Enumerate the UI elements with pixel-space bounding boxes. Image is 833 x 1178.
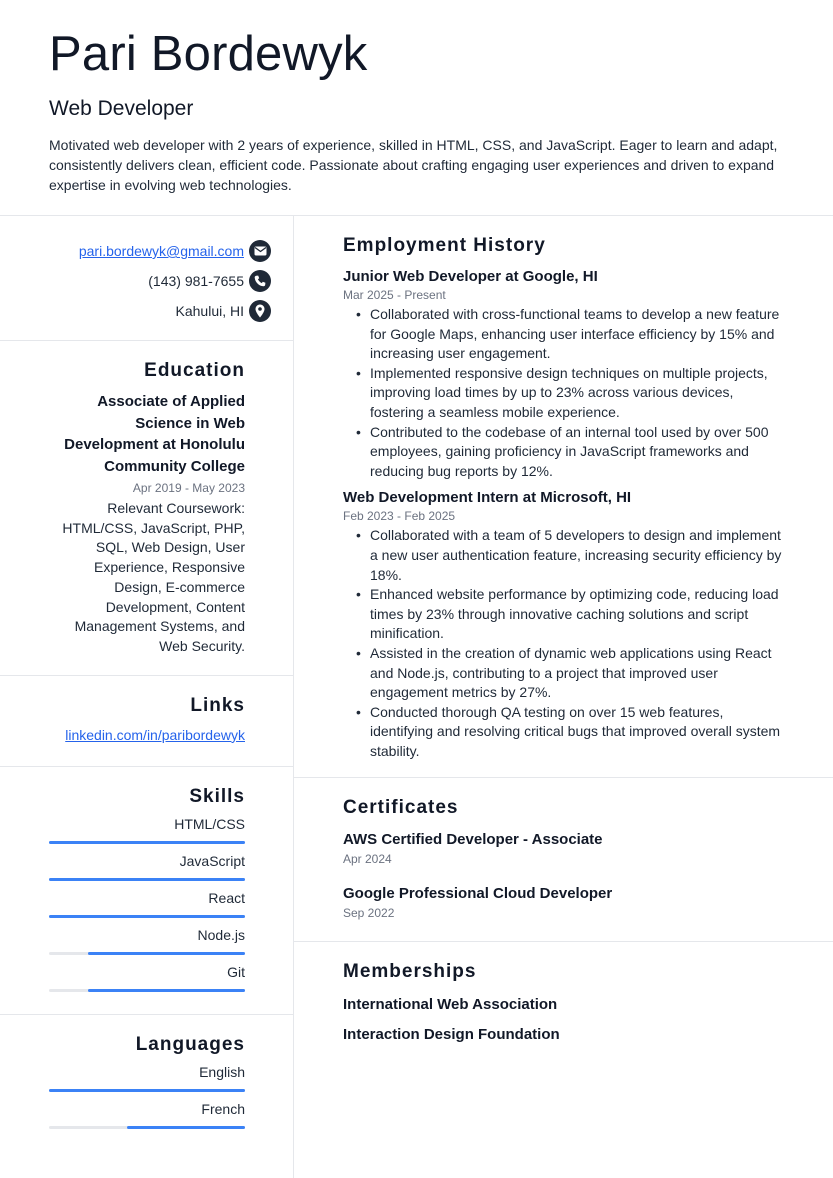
certificates-heading: Certificates xyxy=(343,797,459,819)
education-section xyxy=(0,341,293,676)
job-bullets xyxy=(343,305,785,481)
languages-section xyxy=(0,1015,293,1129)
language-name: English xyxy=(199,1063,245,1080)
skill-item xyxy=(48,815,245,844)
linkedin-link[interactable]: linkedin.com/in/paribordewyk xyxy=(65,726,245,743)
membership-item: International Web Association xyxy=(343,996,558,1014)
contact-email-row xyxy=(48,236,271,266)
memberships-section xyxy=(294,942,833,1060)
certificate-date: Apr 2024 xyxy=(343,852,392,867)
job-bullet: • Conducted thorough QA testing on over 15 web features, identifying and resolving critical bugs that improved overall system stability. xyxy=(343,703,785,762)
job-entry-dates: Feb 2023 - Feb 2025 xyxy=(343,509,456,524)
job-entry xyxy=(343,267,785,481)
language-level-bar xyxy=(49,1126,245,1129)
skill-item xyxy=(48,852,245,881)
profile-summary: Motivated web developer with 2 years of experience, skilled in HTML, CSS, and JavaScript. Eager to learn and adapt, consistently delivers clean, efficient code. Passionate about crafting engaging user experiences and driven to expand expertise in evolving web technologies. xyxy=(49,137,778,193)
certificate-name: Google Professional Cloud Developer xyxy=(343,885,613,903)
main-content xyxy=(294,216,833,1060)
membership-item: Interaction Design Foundation xyxy=(343,1026,560,1044)
skill-item xyxy=(48,926,245,955)
education-heading: Education xyxy=(144,360,245,381)
skill-level-bar xyxy=(49,989,245,992)
language-name: French xyxy=(201,1100,245,1117)
contact-phone-row xyxy=(48,266,271,296)
job-bullet: • Collaborated with cross-functional teams to develop a new feature for Google Maps, enhancing user interface efficiency by 15% and increasing user engagement. xyxy=(343,305,785,364)
resume-header xyxy=(49,24,789,195)
language-level-fill xyxy=(49,1089,245,1092)
language-item xyxy=(48,1063,245,1092)
contact-section xyxy=(0,216,293,341)
skills-heading: Skills xyxy=(189,785,245,807)
education-description: Relevant Coursework: HTML/CSS, JavaScript, PHP, SQL, Web Design, User Experience, Responsive Design, E-commerce Development, Content Management Systems, and Web Security. xyxy=(62,500,245,654)
links-section xyxy=(0,676,293,767)
job-bullet: • Implemented responsive design techniques on multiple projects, improving load times by up to 23% across various devices, fostering a seamless mobile experience. xyxy=(343,364,785,423)
job-entry xyxy=(343,488,785,761)
job-bullet: • Contributed to the codebase of an internal tool used by over 500 employees, gaining proficiency in JavaScript frameworks and reducing bug reports by 12%. xyxy=(343,423,785,482)
employment-section xyxy=(294,216,833,778)
sidebar xyxy=(0,216,293,1129)
skill-item xyxy=(48,889,245,918)
certificate-date: Sep 2022 xyxy=(343,906,395,921)
phone-number: (143) 981-7655 xyxy=(148,273,244,289)
skill-name: Git xyxy=(227,963,245,980)
job-entry-title: Junior Web Developer at Google, HI xyxy=(343,268,598,285)
phone-icon xyxy=(249,270,271,292)
skill-level-fill xyxy=(88,989,245,992)
language-item xyxy=(48,1100,245,1129)
skills-section xyxy=(0,767,293,1015)
links-heading: Links xyxy=(190,694,245,716)
job-bullet: • Assisted in the creation of dynamic web applications using React and Node.js, contributing to a project that improved user engagement metrics by 27%. xyxy=(343,644,785,703)
education-dates: Apr 2019 - May 2023 xyxy=(132,481,245,495)
memberships-heading: Memberships xyxy=(343,961,477,983)
certificate-name: AWS Certified Developer - Associate xyxy=(343,831,603,849)
skill-level-bar xyxy=(49,878,245,881)
envelope-icon xyxy=(249,240,271,262)
job-bullet: • Enhanced website performance by optimizing code, reducing load times by 23% through innovative caching solutions and script minification. xyxy=(343,585,785,644)
skill-name: JavaScript xyxy=(179,852,245,869)
skill-name: HTML/CSS xyxy=(174,815,245,832)
skill-name: React xyxy=(208,889,245,906)
certificates-section xyxy=(294,778,833,942)
language-level-fill xyxy=(127,1126,245,1129)
email-link[interactable]: pari.bordewyk@gmail.com xyxy=(78,243,244,259)
job-title: Web Developer xyxy=(49,97,194,120)
contact-location-row xyxy=(48,296,271,326)
languages-heading: Languages xyxy=(135,1033,245,1055)
location-text: Kahului, HI xyxy=(175,303,244,319)
skill-level-fill xyxy=(49,878,245,881)
language-level-bar xyxy=(49,1089,245,1092)
job-bullets xyxy=(343,526,785,761)
skill-level-bar xyxy=(49,915,245,918)
skill-level-bar xyxy=(49,841,245,844)
candidate-name: Pari Bordewyk xyxy=(49,27,368,81)
skill-level-fill xyxy=(49,841,245,844)
map-pin-icon xyxy=(249,300,271,322)
job-entry-title: Web Development Intern at Microsoft, HI xyxy=(343,489,632,507)
employment-heading: Employment History xyxy=(343,235,546,256)
skill-level-fill xyxy=(88,952,245,955)
skill-name: Node.js xyxy=(197,926,245,943)
skill-item xyxy=(48,963,245,992)
education-degree: Associate of Applied Science in Web Development at Honolulu Community College xyxy=(64,393,245,475)
job-bullet: • Collaborated with a team of 5 developers to design and implement a new user authentication feature, increasing security efficiency by 18%. xyxy=(343,526,785,585)
skill-level-bar xyxy=(49,952,245,955)
job-entry-dates: Mar 2025 - Present xyxy=(343,288,446,302)
skill-level-fill xyxy=(49,915,245,918)
